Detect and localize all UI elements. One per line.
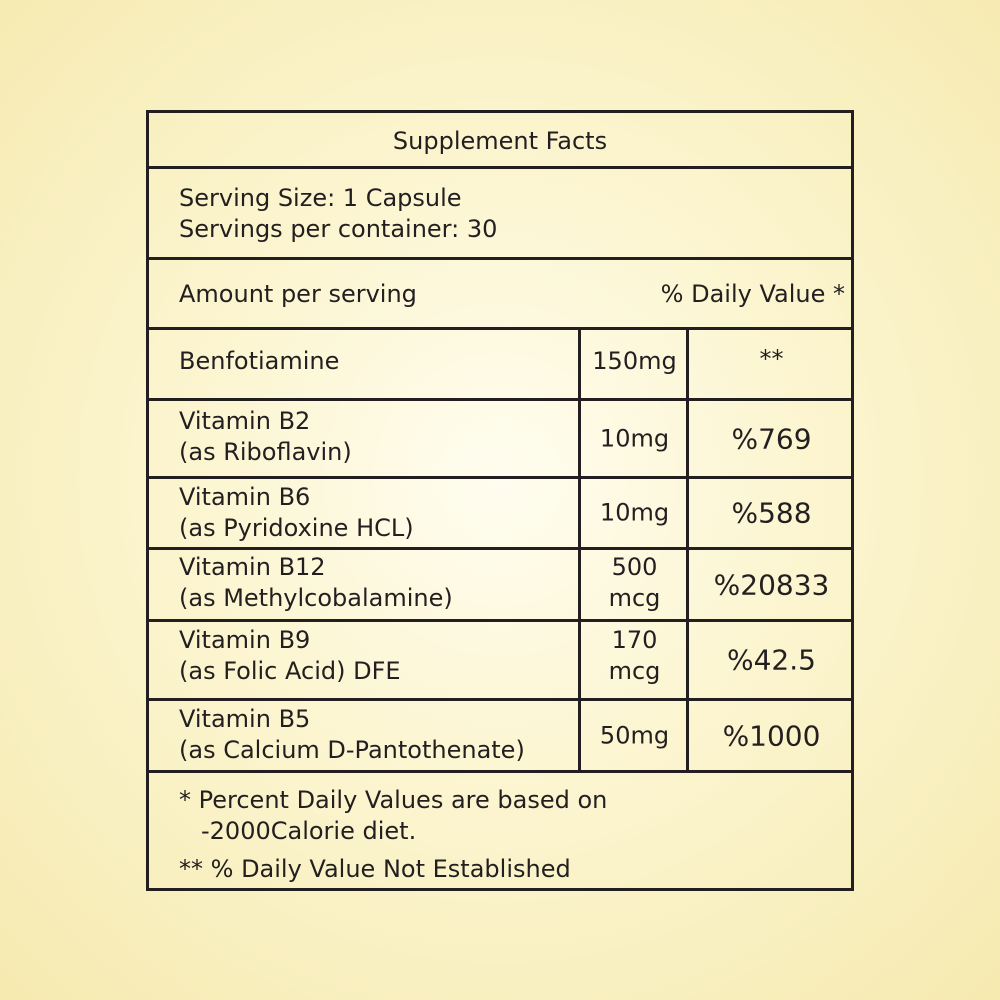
nutrient-name: Vitamin B9 — [179, 626, 311, 654]
panel-title: Supplement Facts — [392, 127, 608, 155]
nutrient-source: (as Pyridoxine HCL) — [179, 514, 414, 542]
nutrient-row-vitamin-b9 — [149, 622, 851, 701]
nutrient-daily-value: %769 — [731, 422, 812, 455]
serving-size: Serving Size: 1 Capsule — [179, 184, 462, 212]
nutrient-daily-value: %20833 — [713, 568, 830, 601]
amount-header-row — [149, 260, 851, 330]
nutrient-amount-unit: mcg — [608, 584, 661, 612]
nutrient-name: Benfotiamine — [179, 347, 340, 375]
title-row — [149, 113, 851, 169]
nutrient-amount-unit: mcg — [608, 657, 661, 685]
footnotes-row — [149, 773, 851, 888]
nutrient-row-vitamin-b12 — [149, 550, 851, 622]
nutrient-row-vitamin-b2 — [149, 401, 851, 479]
nutrient-amount: 500 — [611, 553, 658, 581]
serving-row — [149, 169, 851, 260]
nutrient-row-vitamin-b5 — [149, 701, 851, 773]
nutrient-name: Vitamin B5 — [179, 705, 311, 733]
nutrient-source: (as Folic Acid) DFE — [179, 657, 401, 685]
nutrient-source: (as Methylcobalamine) — [179, 584, 453, 612]
daily-value-header: % Daily Value * — [660, 280, 845, 308]
supplement-facts-panel — [146, 110, 854, 891]
nutrient-row-vitamin-b6 — [149, 479, 851, 550]
nutrient-name: Vitamin B6 — [179, 483, 311, 511]
nutrient-name: Vitamin B12 — [179, 553, 326, 581]
nutrient-amount: 170 — [611, 626, 658, 654]
nutrient-amount: 10mg — [599, 498, 670, 527]
nutrient-daily-value: %1000 — [722, 719, 821, 752]
nutrient-daily-value: ** — [759, 345, 784, 373]
amount-per-serving-label: Amount per serving — [179, 280, 417, 308]
nutrient-amount: 150mg — [592, 347, 677, 375]
nutrient-daily-value: %42.5 — [727, 643, 816, 677]
servings-per-container: Servings per container: 30 — [179, 215, 498, 243]
footnote-daily-values: * Percent Daily Values are based on — [179, 786, 608, 814]
footnote-not-established: ** % Daily Value Not Established — [179, 855, 571, 883]
nutrient-amount: 10mg — [599, 424, 670, 452]
nutrient-name: Vitamin B2 — [179, 407, 311, 435]
nutrient-source: (as Calcium D-Pantothenate) — [179, 736, 525, 764]
nutrient-daily-value: %588 — [731, 496, 812, 530]
nutrient-source: (as Riboflavin) — [179, 438, 352, 466]
nutrient-row-benfotiamine — [149, 330, 851, 401]
footnote-calorie-diet: -2000Calorie diet. — [201, 817, 417, 845]
nutrient-amount: 50mg — [599, 721, 670, 749]
